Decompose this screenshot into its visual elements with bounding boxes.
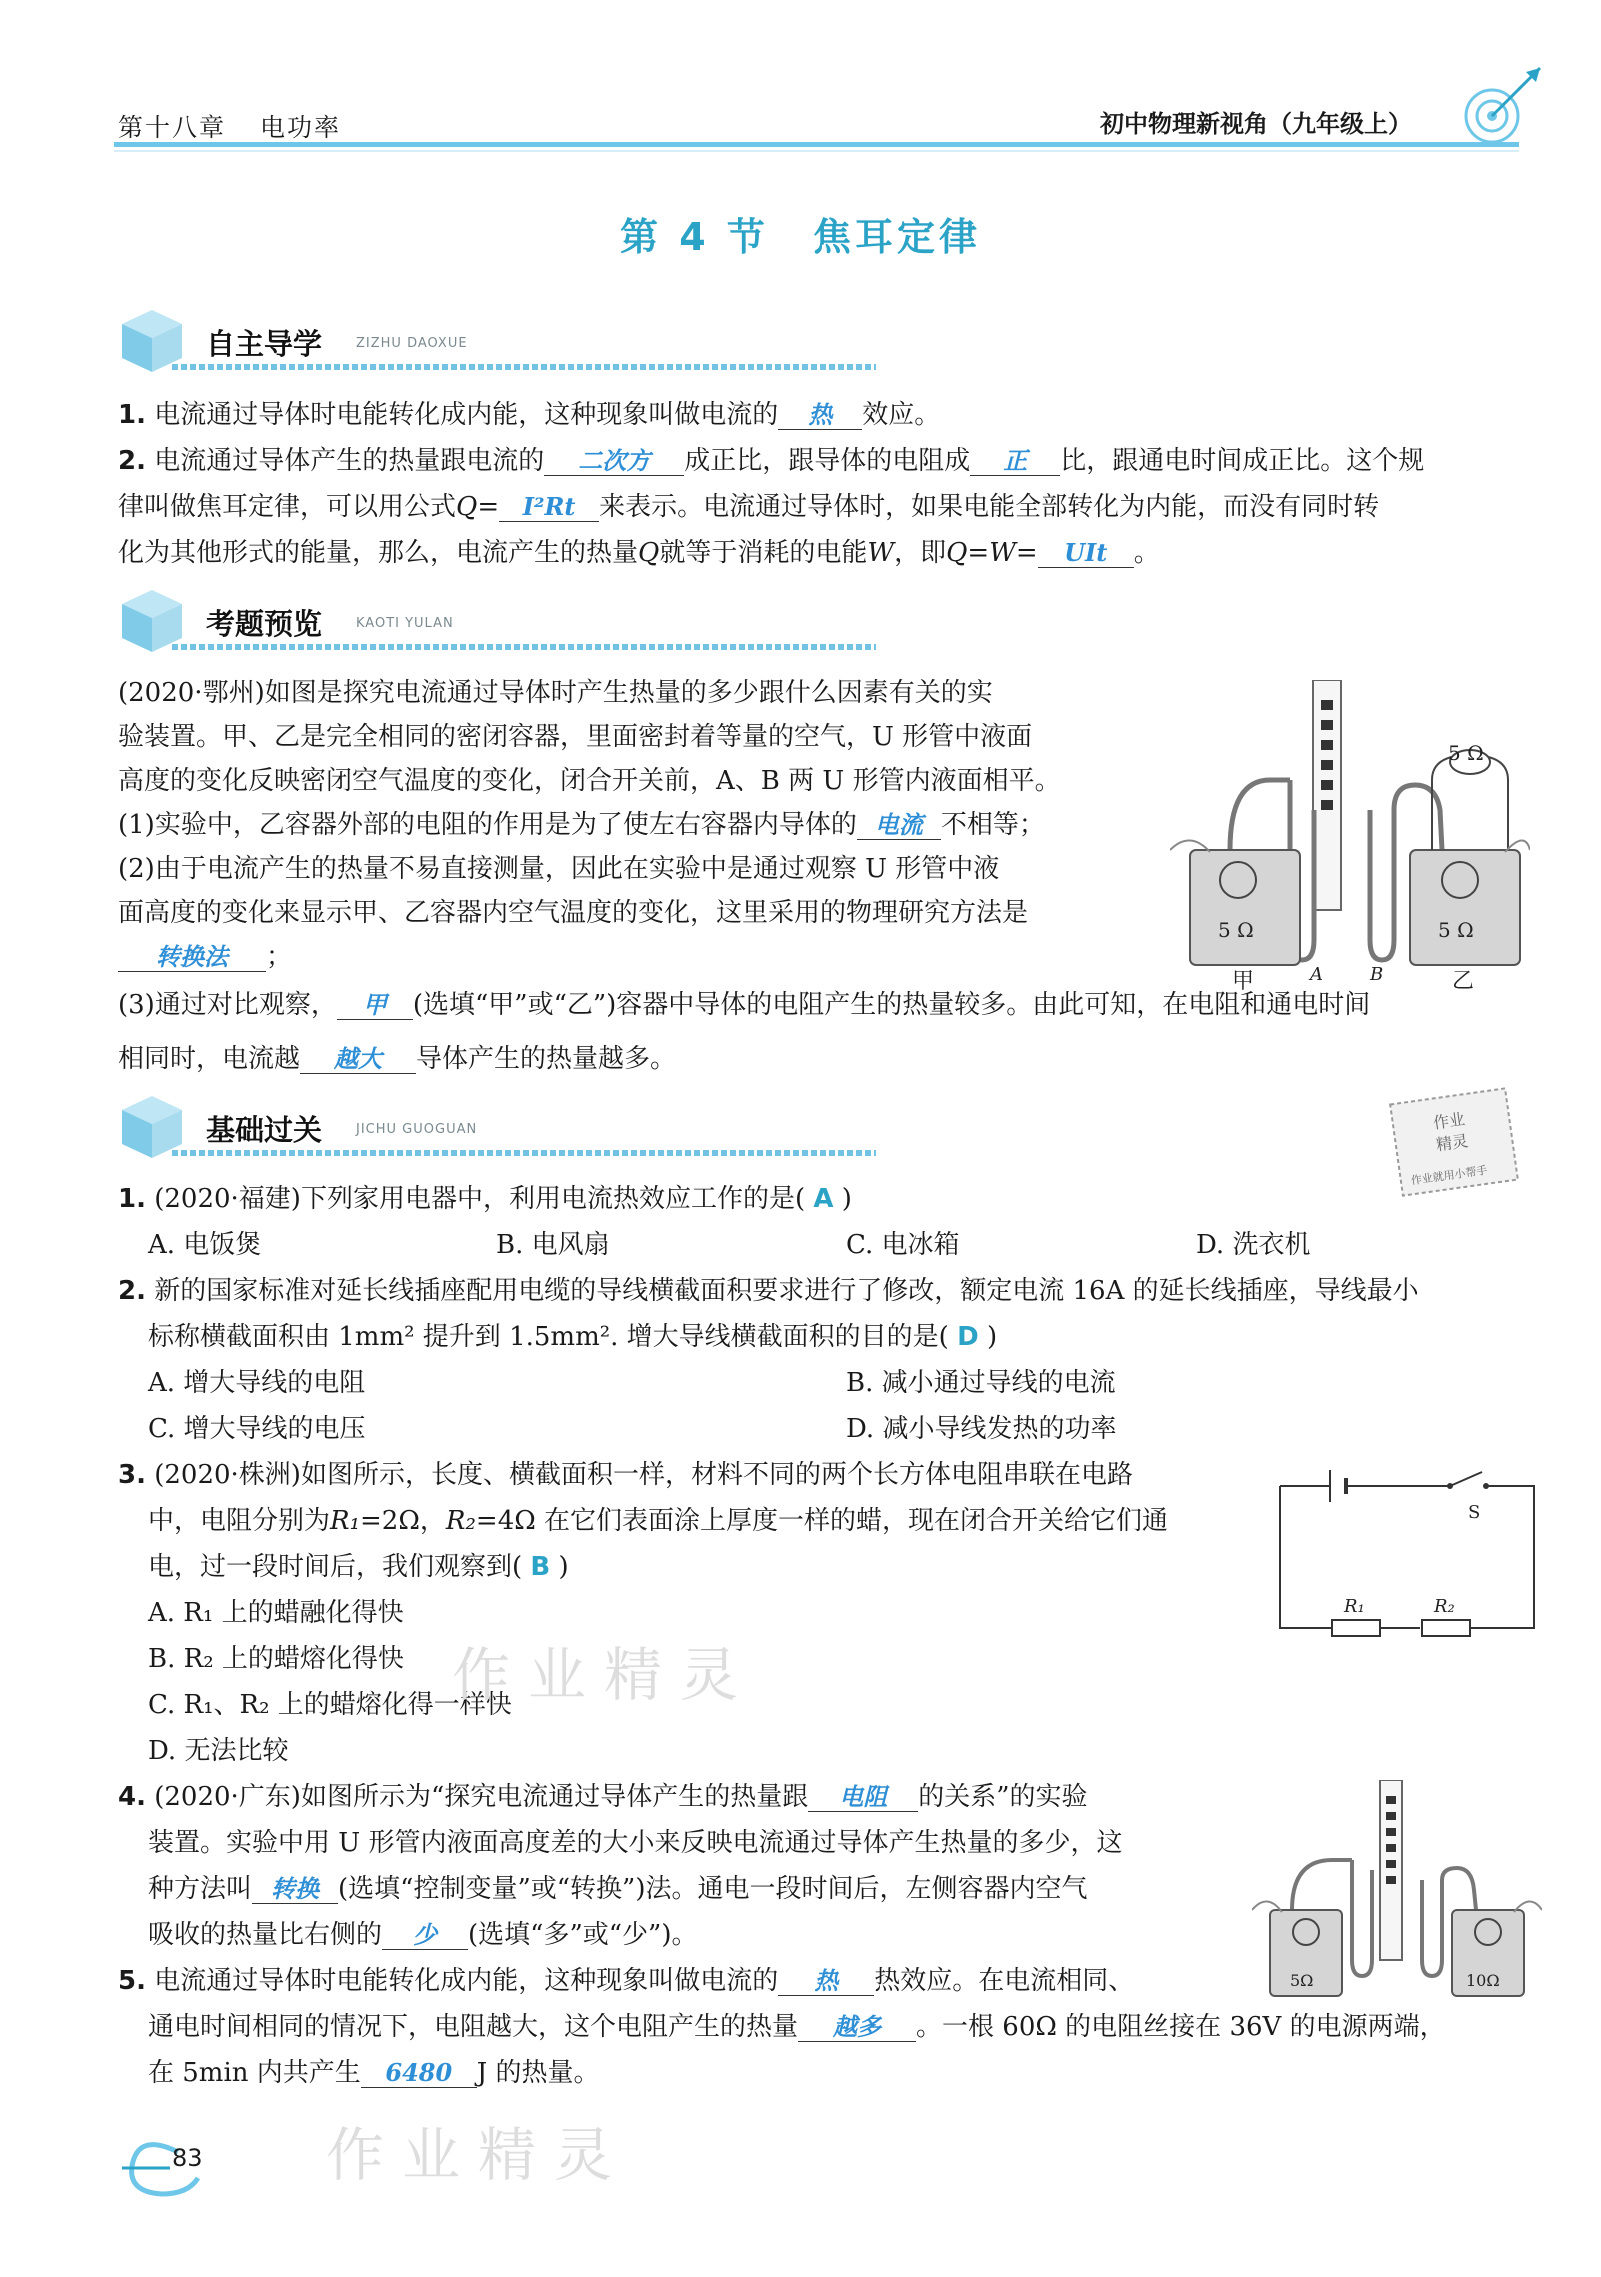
homework-stamp-icon (1384, 1082, 1524, 1202)
answer-choice: A (813, 1184, 834, 1214)
chapter-title: 电功率 (260, 113, 342, 142)
preview-line: (3)通过对比观察， 甲 (选填“甲”或“乙”)容器中导体的电阻产生的热量较多。由此可知，在电阻和通电时间 (118, 990, 1371, 1020)
resistor-r1-icon (1332, 1620, 1380, 1636)
container-yi-label: 乙 (1452, 969, 1475, 994)
section-title-en: KAOTI YULAN (356, 616, 454, 631)
container-jia-label: 甲 (1232, 969, 1255, 994)
study-q2-line2: 律叫做焦耳定律，可以用公式Q= I²Rt 来表示。电流通过导体时，如果电能全部转化为内能，而没有同时转 (118, 492, 1380, 522)
right-resistor-label: 5 Ω (1438, 918, 1474, 942)
option: A. R₁ 上的蜡融化得快 (148, 1598, 404, 1628)
q4-apparatus-figure (1252, 1780, 1542, 2004)
answer-blank: 热 (778, 1967, 874, 1996)
answer-blank: 转换法 (118, 943, 266, 972)
answer-blank: 电流 (857, 811, 941, 840)
option: B. 电风扇 (496, 1230, 610, 1260)
basics-q4-line4: 吸收的热量比右侧的 少 (选填“多”或“少”)。 (148, 1920, 698, 1950)
preview-line: (2020·鄂州)如图是探究电流通过导体时产生热量的多少跟什么因素有关的实 (118, 678, 993, 708)
answer-blank: 热 (778, 401, 862, 430)
answer-blank: 正 (970, 447, 1060, 476)
left-container-label: 5Ω (1290, 1971, 1314, 1990)
tube-b-label: B (1370, 964, 1384, 985)
answer-blank: 二次方 (544, 447, 684, 476)
study-q2-line1: 2. 电流通过导体产生的热量跟电流的 二次方 成正比，跟导体的电阻成 正 比，跟通电时间成正比。这个规 (118, 446, 1425, 476)
option: A. 电饭煲 (148, 1230, 262, 1260)
preview-line: 面高度的变化来显示甲、乙容器内空气温度的变化，这里采用的物理研究方法是 (118, 898, 1029, 928)
option: A. 增大导线的电阻 (148, 1368, 366, 1398)
study-q1: 1. 电流通过导体时电能转化成内能，这种现象叫做电流的 热 效应。 (118, 400, 941, 430)
section-dotted-bar (172, 644, 876, 650)
option: B. R₂ 上的蜡熔化得快 (148, 1644, 404, 1674)
stamp-line1: 作业 (1431, 1109, 1467, 1133)
basics-q3-line2: 中，电阻分别为R₁=2Ω，R₂=4Ω 在它们表面涂上厚度一样的蜡，现在闭合开关给它们通 (148, 1506, 1169, 1536)
chapter-number: 第十八章 (118, 113, 227, 142)
basics-q3-line1: 3. (2020·株洲)如图所示，长度、横截面积一样，材料不同的两个长方体电阻串联在电路 (118, 1460, 1133, 1490)
preview-line: (1)实验中，乙容器外部的电阻的作用是为了使左右容器内导体的 电流 不相等； (118, 810, 1045, 840)
answer-choice: D (957, 1322, 979, 1352)
preview-line: (2)由于电流产生的热量不易直接测量，因此在实验中是通过观察 U 形管中液 (118, 854, 1000, 884)
section-title-zh: 基础过关 (206, 1113, 323, 1147)
basics-q3-line3: 电，过一段时间后，我们观察到( B ) (148, 1552, 569, 1582)
basics-q2-line2: 标称横截面积由 1mm² 提升到 1.5mm². 增大导线横截面积的目的是( D ) (148, 1322, 998, 1352)
option: D. 减小导线发热的功率 (846, 1414, 1117, 1444)
option: D. 无法比较 (148, 1736, 289, 1766)
section-dotted-bar (172, 364, 876, 370)
option: C. 增大导线的电压 (148, 1414, 366, 1444)
basics-q2-line1: 2. 新的国家标准对延长线插座配用电缆的导线横截面积要求进行了修改，额定电流 16A 的延长线插座，导线最小 (118, 1276, 1419, 1306)
left-resistor-label: 5 Ω (1218, 918, 1254, 942)
target-logo-icon (1440, 56, 1550, 146)
answer-blank: UIt (1038, 539, 1134, 568)
chapter-header (118, 108, 341, 144)
r2-label: R₂ (1434, 1596, 1455, 1617)
header-rule-shadow (114, 150, 1519, 152)
basics-q4-line3: 种方法叫 转换 (选填“控制变量”或“转换”)法。通电一段时间后，左侧容器内空气 (148, 1874, 1088, 1904)
option: C. R₁、R₂ 上的蜡熔化得一样快 (148, 1690, 512, 1720)
r1-label: R₁ (1344, 1596, 1365, 1617)
answer-blank: I²Rt (499, 493, 599, 522)
switch-label: S (1468, 1502, 1481, 1523)
basics-q5-line1: 5. 电流通过导体时电能转化成内能，这种现象叫做电流的 热 热效应。在电流相同、 (118, 1966, 1135, 1996)
section-title-en: ZIZHU DAOXUE (356, 336, 468, 351)
header-rule (114, 142, 1519, 147)
section-number: 第 4 节 (620, 215, 769, 259)
section-dotted-bar (172, 1150, 876, 1156)
section-heading-preview (116, 584, 896, 676)
basics-q1: 1. (2020·福建)下列家用电器中，利用电流热效应工作的是( A ) (118, 1184, 852, 1214)
option: B. 减小通过导线的电流 (846, 1368, 1116, 1398)
resistor-r2-icon (1422, 1620, 1470, 1636)
answer-blank: 转换 (252, 1875, 338, 1904)
stamp-line2: 精灵 (1434, 1131, 1470, 1155)
section-name: 焦耳定律 (812, 215, 981, 259)
study-q2-line3: 化为其他形式的能量，那么，电流产生的热量Q就等于消耗的电能W，即Q=W= UIt 。 (118, 538, 1160, 568)
tube-a-label: A (1310, 964, 1323, 985)
option: C. 电冰箱 (846, 1230, 960, 1260)
switch-icon (1450, 1472, 1482, 1486)
preview-line: 验装置。甲、乙是完全相同的密闭容器，里面密封着等量的空气，U 形管中液面 (118, 722, 1033, 752)
answer-blank: 电阻 (808, 1783, 918, 1812)
basics-q4-line2: 装置。实验中用 U 形管内液面高度差的大小来反映电流通过导体产生热量的多少，这 (148, 1828, 1123, 1858)
basics-q5-line3: 在 5min 内共产生 6480 J 的热量。 (148, 2058, 600, 2088)
right-container-label: 10Ω (1466, 1971, 1500, 1990)
watermark: 作业精灵 (452, 1641, 757, 1709)
preview-line: 转换法 ； (118, 940, 292, 974)
section-heading-study (116, 304, 896, 396)
answer-blank: 6480 (361, 2059, 477, 2088)
option: D. 洗衣机 (1196, 1230, 1311, 1260)
page-number: 83 (172, 2144, 203, 2172)
section-title-zh: 自主导学 (206, 327, 323, 361)
book-title: 初中物理新视角（九年级上） (1100, 110, 1412, 138)
section-title-zh: 考题预览 (206, 607, 323, 641)
stamp-line3: 作业就用小帮手 (1410, 1163, 1489, 1188)
preview-line: 相同时，电流越 越大 导体产生的热量越多。 (118, 1044, 677, 1074)
answer-blank: 越多 (798, 2013, 916, 2042)
answer-blank: 少 (382, 1921, 468, 1950)
page-title (0, 206, 1601, 261)
watermark: 作业精灵 (326, 2121, 631, 2189)
basics-q4-line1: 4. (2020·广东)如图所示为“探究电流通过导体产生的热量跟 电阻 的关系”的实验 (118, 1782, 1088, 1812)
apparatus-figure (1170, 680, 1530, 1000)
answer-choice: B (530, 1552, 551, 1582)
answer-blank: 越大 (300, 1045, 416, 1074)
answer-blank: 甲 (337, 991, 413, 1020)
circuit-figure (1270, 1462, 1550, 1642)
external-resistor-label: 5 Ω (1448, 741, 1484, 765)
preview-line: 高度的变化反映密闭空气温度的变化，闭合开关前，A、B 两 U 形管内液面相平。 (118, 766, 1061, 796)
section-heading-basics (116, 1090, 896, 1182)
section-title-en: JICHU GUOGUAN (356, 1122, 478, 1137)
basics-q5-line2: 通电时间相同的情况下，电阻越大，这个电阻产生的热量 越多 。一根 60Ω 的电阻丝接在 36V 的电源两端， (148, 2012, 1446, 2042)
